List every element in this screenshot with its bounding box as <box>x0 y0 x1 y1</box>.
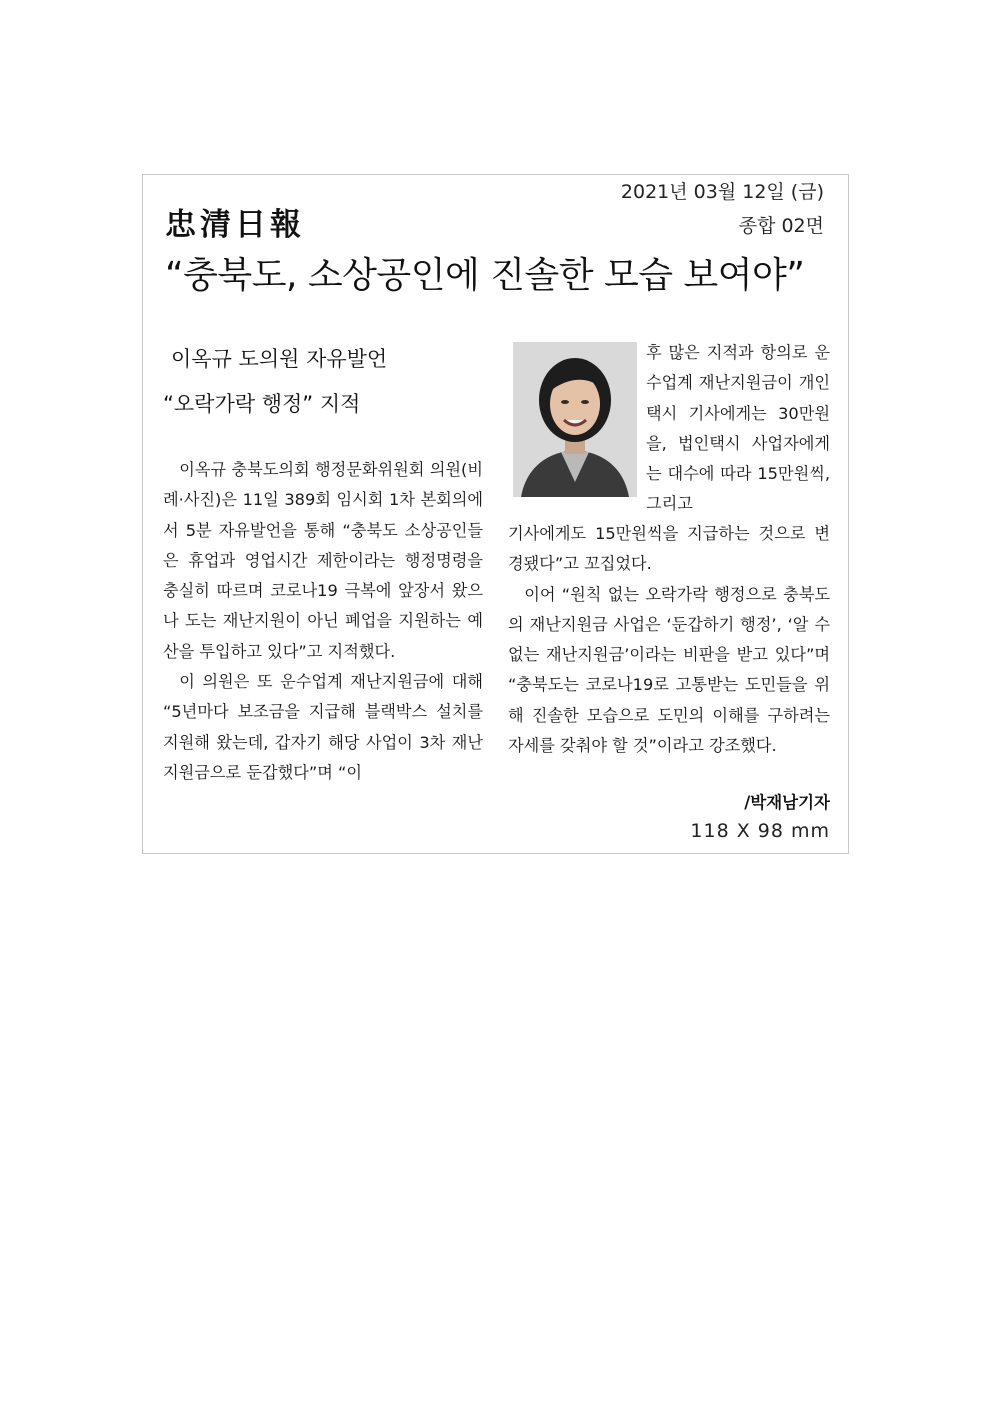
portrait-illustration <box>513 342 637 497</box>
publication-date: 2021년 03월 12일 (금) <box>620 181 824 203</box>
article-column-right-top <box>646 338 830 520</box>
reporter-byline: /박재남기자 <box>744 793 830 812</box>
article-headline: “충북도, 소상공인에 진솔한 모습 보여야” <box>165 255 805 296</box>
subheadline-1: 이옥규 도의원 자유발언 <box>171 347 388 371</box>
article-column-left <box>163 455 483 788</box>
paragraph: 기사에게도 15만원씩을 지급하는 것으로 변경됐다”고 꼬집었다. <box>508 524 830 574</box>
subheadline-2: “오락가락 행정” 지적 <box>163 392 361 416</box>
paragraph: 후 많은 지적과 항의로 운수업계 재난지원금이 개인택시 기사에게는 30만원을, 법인택시 사업자에게는 대수에 따라 15만원씩, 그리고 <box>646 343 830 514</box>
portrait-photo-icon <box>513 342 637 497</box>
paragraph: 이어 “원칙 없는 오락가락 행정으로 충북도의 재난지원금 사업은 ‘둔갑하기 행정’, ‘알 수 없는 재난지원금’이라는 비판을 받고 있다”며 “충북도는 코로나19로 고통받는 도민들을 위해 진솔한 모습으로 도민의 이해를 구하려는 자세를 갖춰야 할 것”이라고 강조했다. <box>508 584 830 756</box>
clipping-dimensions: 118 X 98 mm <box>690 820 830 842</box>
page-number: 종합 02면 <box>738 215 824 237</box>
article-column-right <box>508 519 830 761</box>
newspaper-masthead: 忠清日報 <box>165 207 305 243</box>
paragraph: 이 의원은 또 운수업계 재난지원금에 대해 “5년마다 보조금을 지급해 블랙박스 설치를 지원해 왔는데, 갑자기 해당 사업이 3차 재난지원금으로 둔갑했다”며 “이 <box>163 672 483 782</box>
newspaper-clipping <box>142 174 849 854</box>
paragraph: 이옥규 충북도의회 행정문화위원회 의원(비례·사진)은 11일 389회 임시회 1차 본회의에서 5분 자유발언을 통해 “충북도 소상공인들은 휴업과 영업시간 제한이라는 행정명령을 충실히 따르며 코로나19 극복에 앞장서 왔으나 도는 재난지원이 아닌 폐업을 지원하는 예산을 투입하고 있다”고 지적했다. <box>163 460 483 661</box>
